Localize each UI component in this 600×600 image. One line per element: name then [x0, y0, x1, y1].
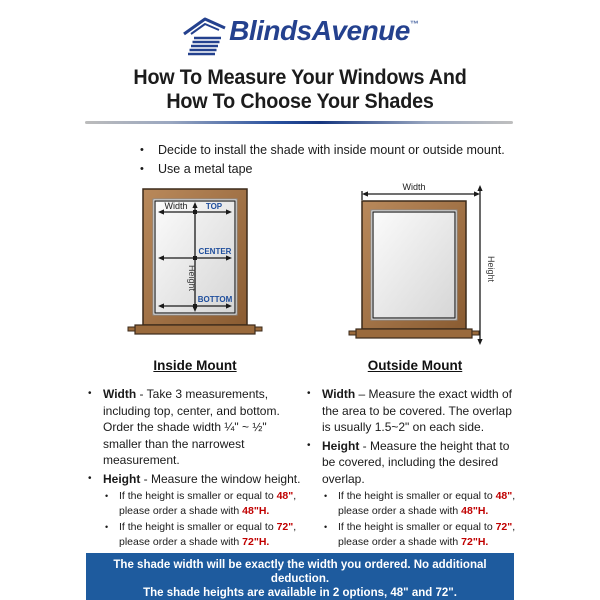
window-glass	[373, 212, 455, 318]
sub-list-item	[105, 520, 302, 549]
inside-mount-caption: Inside Mount	[153, 358, 237, 373]
intro-bullet-text: Use a metal tape	[158, 162, 253, 176]
height-label: Height	[187, 264, 197, 292]
intro-bullet-list	[140, 141, 540, 179]
width-label: Width	[164, 201, 188, 211]
logo-text: BlindsAvenue	[229, 15, 410, 46]
bullet: •	[140, 163, 144, 175]
sub-instruction-text: If the height is smaller or equal to 48", please order a shade with 48"H.	[119, 490, 297, 517]
list-item	[307, 386, 521, 436]
bottom-label: BOTTOM	[197, 295, 233, 304]
bullet: •	[105, 491, 109, 501]
outside-mount-diagram	[325, 181, 505, 349]
bullet: •	[324, 522, 328, 532]
instruction-text: Height - Measure the height that to be covered, including the desired overlap.	[322, 438, 510, 486]
footer-banner	[86, 553, 514, 600]
sub-list-item	[324, 489, 521, 518]
list-item	[88, 471, 302, 488]
list-item	[140, 160, 540, 179]
outside-mount-caption-wrap	[325, 358, 505, 373]
logo	[0, 14, 600, 56]
inside-mount-caption-wrap	[70, 358, 320, 373]
bullet: •	[105, 522, 109, 532]
inside-mount-diagram	[70, 186, 320, 354]
outside-width-arrow	[362, 191, 480, 200]
outside-height-arrow	[477, 185, 482, 345]
bullet: •	[140, 144, 144, 156]
window-sill	[135, 325, 255, 334]
bullet: •	[324, 491, 328, 501]
sub-list-item	[105, 489, 302, 518]
footer-line-2: The shade heights are available in 2 options, 48" and 72".	[143, 587, 457, 599]
instruction-text: Width - Take 3 measurements, including top, center, and bottom. Order the shade width ¼" ~ ½" smaller than the narrowest measurement.	[103, 387, 280, 467]
list-item	[307, 438, 521, 488]
bullet: •	[88, 472, 92, 484]
height-label: Height	[486, 255, 496, 283]
sub-list-item	[324, 520, 521, 549]
bullet: •	[307, 439, 311, 451]
footer-line-1: The shade width will be exactly the width you ordered. No additional deduction.	[113, 559, 487, 585]
instruction-text: Height - Measure the window height.	[103, 471, 301, 486]
width-label: Width	[402, 182, 426, 192]
outside-mount-instructions	[307, 386, 521, 551]
bullet: •	[307, 388, 311, 399]
divider-rule	[85, 121, 513, 124]
center-label: CENTER	[198, 247, 232, 256]
outside-mount-caption: Outside Mount	[367, 358, 463, 373]
window-sill	[356, 329, 472, 338]
trademark-symbol: ™	[409, 19, 419, 29]
top-label: TOP	[205, 202, 223, 211]
list-item	[88, 386, 302, 469]
blinds-awning-icon	[181, 14, 227, 56]
sub-instruction-text: If the height is smaller or equal to 48", please order a shade with 48"H.	[338, 490, 516, 517]
title-line-1: How To Measure Your Windows And	[133, 66, 467, 89]
title-line-2: How To Choose Your Shades	[166, 90, 434, 113]
instruction-text: Width – Measure the exact width of the area to be covered. The overlap is usually 1.5~2" on each side.	[322, 387, 512, 434]
bullet: •	[88, 388, 92, 399]
blinds-slats	[188, 38, 221, 54]
inside-mount-instructions	[88, 386, 302, 551]
awning-roof-outline	[184, 19, 225, 34]
page-title	[0, 66, 600, 114]
sub-instruction-text: If the height is smaller or equal to 72", please order a shade with 72"H.	[338, 521, 516, 548]
sub-instruction-text: If the height is smaller or equal to 72", please order a shade with 72"H.	[119, 521, 297, 548]
intro-bullet-text: Decide to install the shade with inside mount or outside mount.	[158, 143, 505, 157]
list-item	[140, 141, 540, 160]
